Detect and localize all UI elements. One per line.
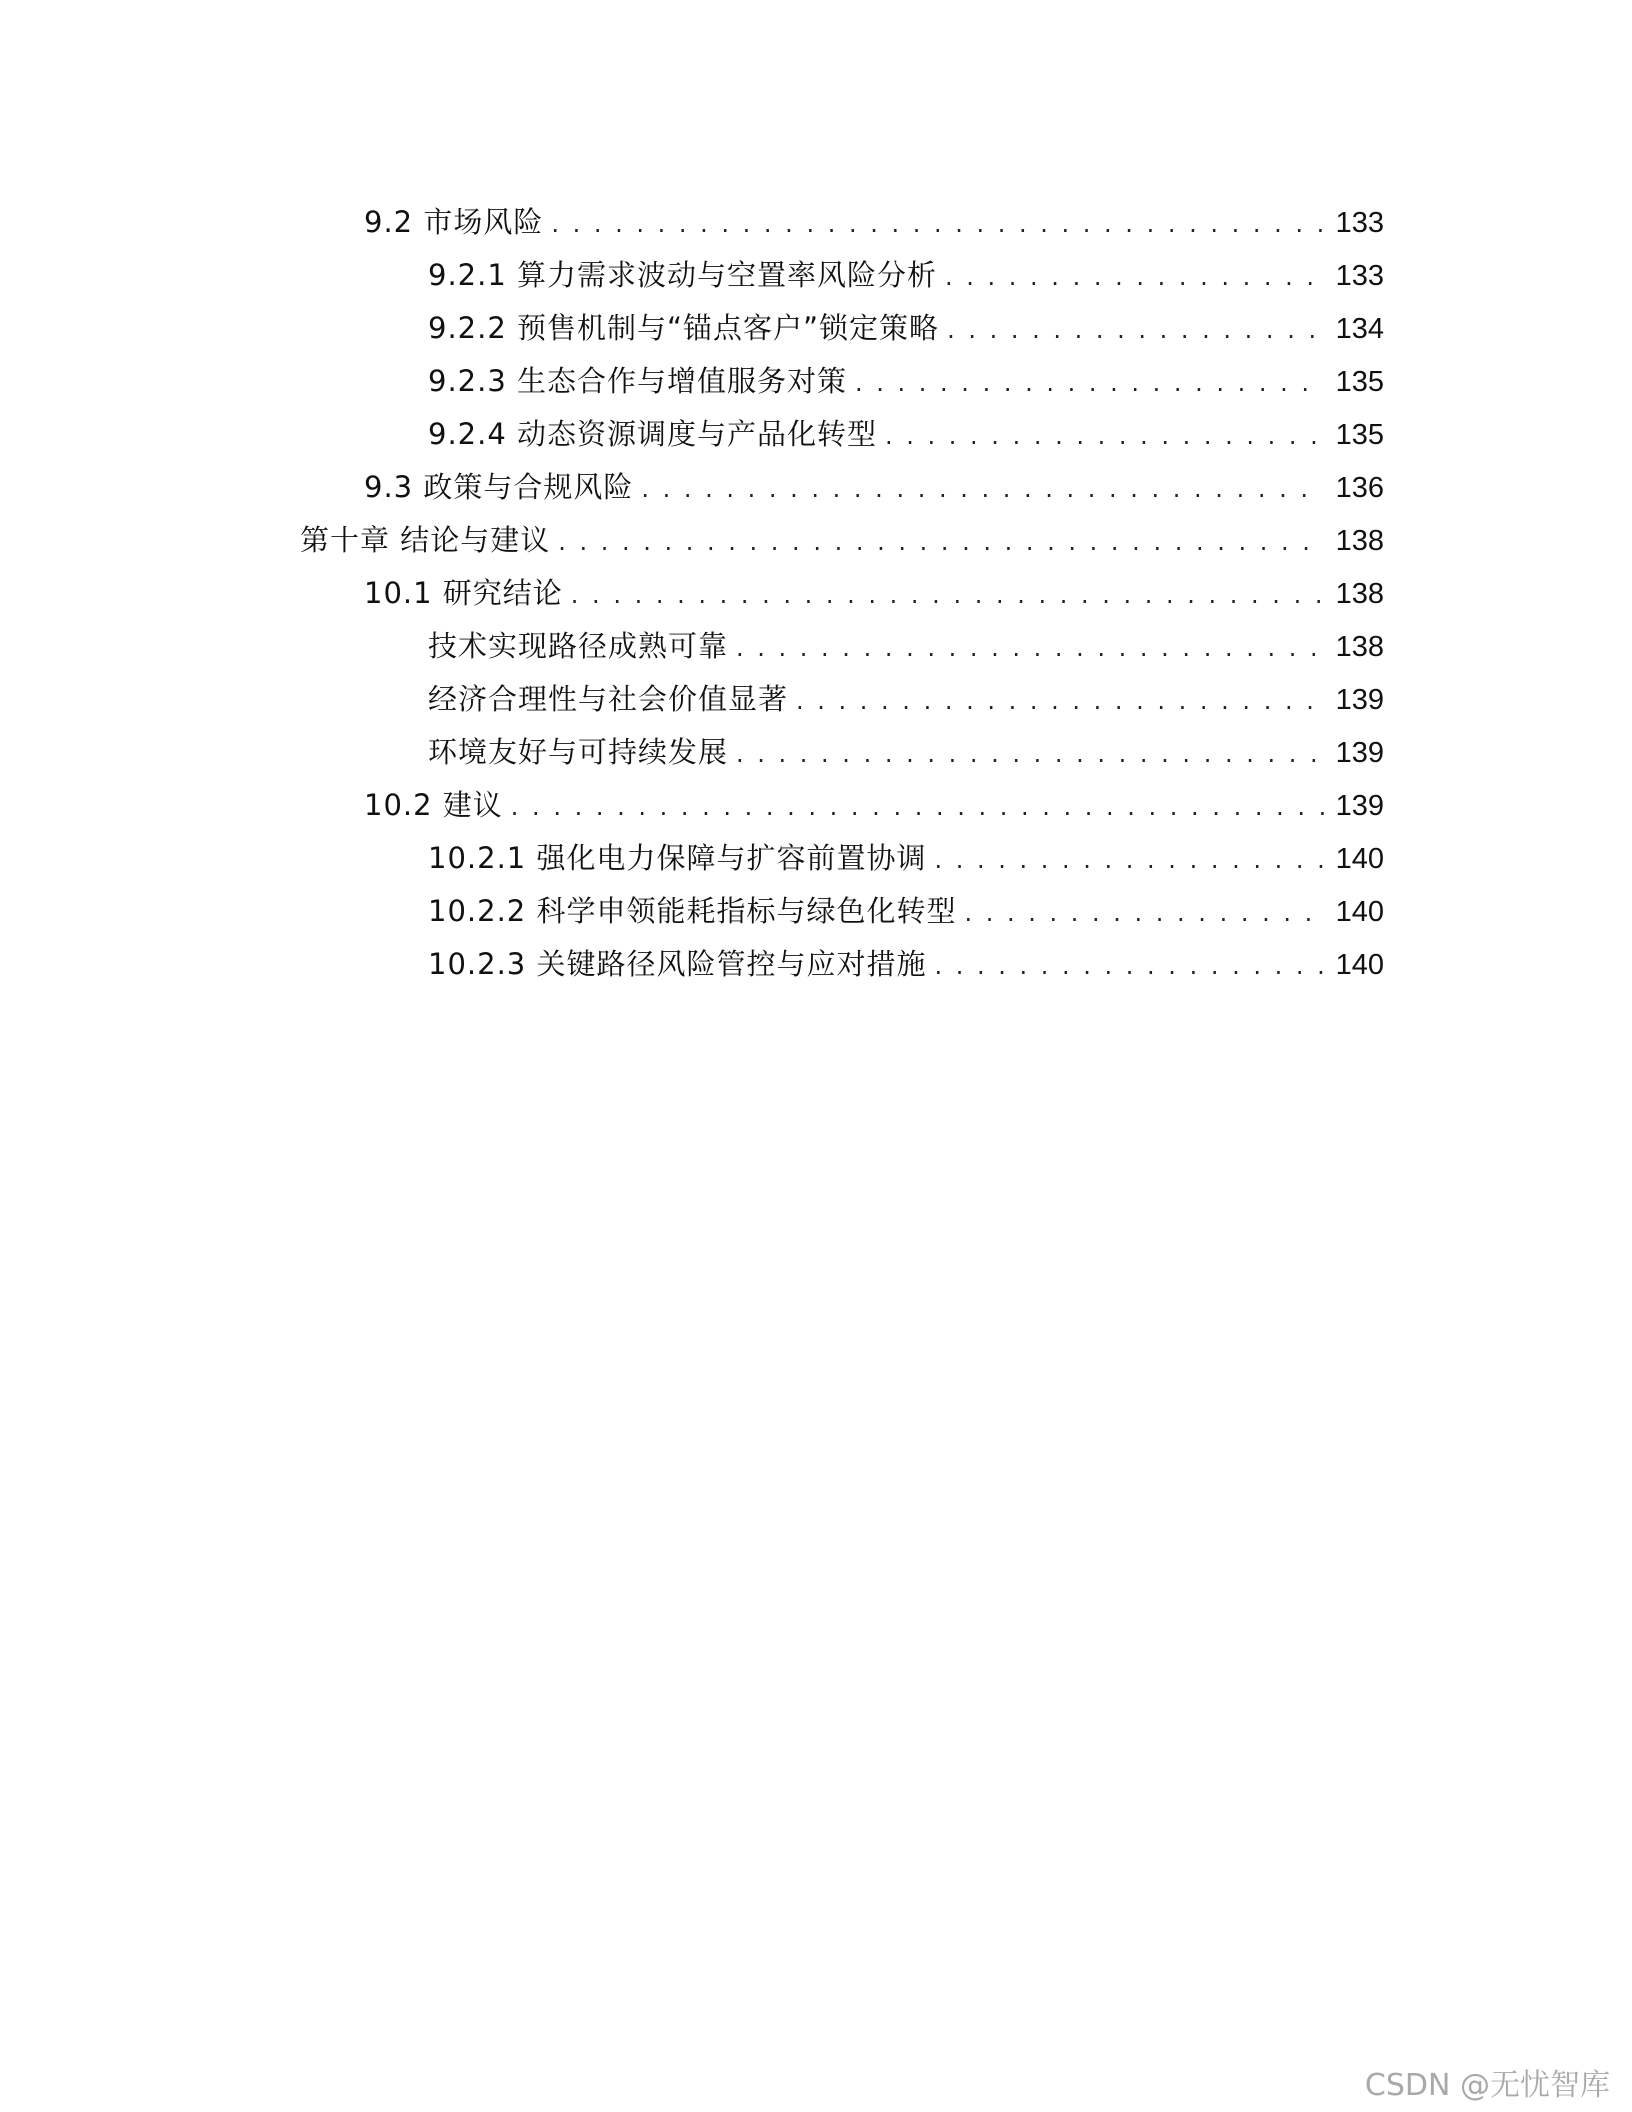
toc-entry-page: 139 — [1335, 790, 1384, 822]
toc-leader-dots — [571, 569, 1324, 622]
toc-entry[interactable] — [0, 938, 1632, 991]
toc-leader-dots — [945, 251, 1324, 304]
toc-entry-title: 经济合理性与社会价值显著 — [428, 682, 789, 716]
toc-entry-title: 9.2.2 预售机制与“锚点客户”锁定策略 — [428, 311, 940, 345]
toc-entry-page: 138 — [1335, 631, 1384, 663]
toc-entry-title: 10.2 建议 — [364, 788, 503, 822]
toc-entry-title: 10.1 研究结论 — [364, 576, 563, 610]
toc-leader-dots — [551, 198, 1324, 251]
watermark: CSDN @无忧智库 — [1364, 2068, 1610, 2103]
toc-entry-page: 135 — [1335, 419, 1384, 451]
toc-entry[interactable] — [0, 673, 1632, 726]
toc-leader-dots — [558, 516, 1324, 569]
toc-leader-dots — [796, 675, 1324, 728]
toc-entry-page: 134 — [1335, 313, 1384, 345]
toc-entry[interactable] — [0, 302, 1632, 355]
toc-leader-dots — [736, 622, 1324, 675]
toc-entry[interactable] — [0, 832, 1632, 885]
toc-entry[interactable] — [0, 779, 1632, 832]
toc-entry[interactable] — [0, 726, 1632, 779]
toc-entry-page: 135 — [1335, 366, 1384, 398]
toc-entry-title: 9.2.4 动态资源调度与产品化转型 — [428, 417, 878, 451]
toc-entry[interactable] — [0, 567, 1632, 620]
toc-leader-dots — [964, 887, 1324, 940]
toc-entry[interactable] — [0, 461, 1632, 514]
toc-entry[interactable] — [0, 885, 1632, 938]
toc-entry-page: 138 — [1335, 525, 1384, 557]
toc-entry-title: 9.3 政策与合规风险 — [364, 470, 634, 504]
toc-entry-title: 第十章 结论与建议 — [300, 523, 551, 557]
toc-entry-title: 10.2.2 科学申领能耗指标与绿色化转型 — [428, 894, 957, 928]
toc-entry-page: 140 — [1335, 843, 1384, 875]
toc-entry-title: 9.2 市场风险 — [364, 205, 544, 239]
toc-entry-page: 133 — [1335, 260, 1384, 292]
toc-leader-dots — [934, 940, 1324, 993]
toc-entry-page: 139 — [1335, 684, 1384, 716]
toc-leader-dots — [641, 463, 1324, 516]
toc-entry-page: 133 — [1335, 207, 1384, 239]
toc-leader-dots — [855, 357, 1324, 410]
toc-entry-page: 140 — [1335, 896, 1384, 928]
toc-entry-title: 10.2.1 强化电力保障与扩容前置协调 — [428, 841, 927, 875]
toc-entry[interactable] — [0, 249, 1632, 302]
toc-leader-dots — [934, 834, 1324, 887]
toc-entry[interactable] — [0, 196, 1632, 249]
toc-entry-page: 140 — [1335, 949, 1384, 981]
table-of-contents — [0, 196, 1632, 991]
toc-leader-dots — [511, 781, 1324, 834]
toc-entry-title: 环境友好与可持续发展 — [428, 735, 729, 769]
toc-leader-dots — [947, 304, 1324, 357]
toc-entry[interactable] — [0, 620, 1632, 673]
toc-entry[interactable] — [0, 408, 1632, 461]
toc-entry-page: 136 — [1335, 472, 1384, 504]
toc-leader-dots — [736, 728, 1324, 781]
toc-entry[interactable] — [0, 355, 1632, 408]
toc-leader-dots — [885, 410, 1324, 463]
toc-entry-title: 9.2.3 生态合作与增值服务对策 — [428, 364, 848, 398]
toc-entry-page: 139 — [1335, 737, 1384, 769]
toc-entry-title: 技术实现路径成熟可靠 — [428, 629, 729, 663]
toc-entry-title: 10.2.3 关键路径风险管控与应对措施 — [428, 947, 927, 981]
toc-entry-title: 9.2.1 算力需求波动与空置率风险分析 — [428, 258, 938, 292]
toc-entry[interactable] — [0, 514, 1632, 567]
toc-entry-page: 138 — [1335, 578, 1384, 610]
